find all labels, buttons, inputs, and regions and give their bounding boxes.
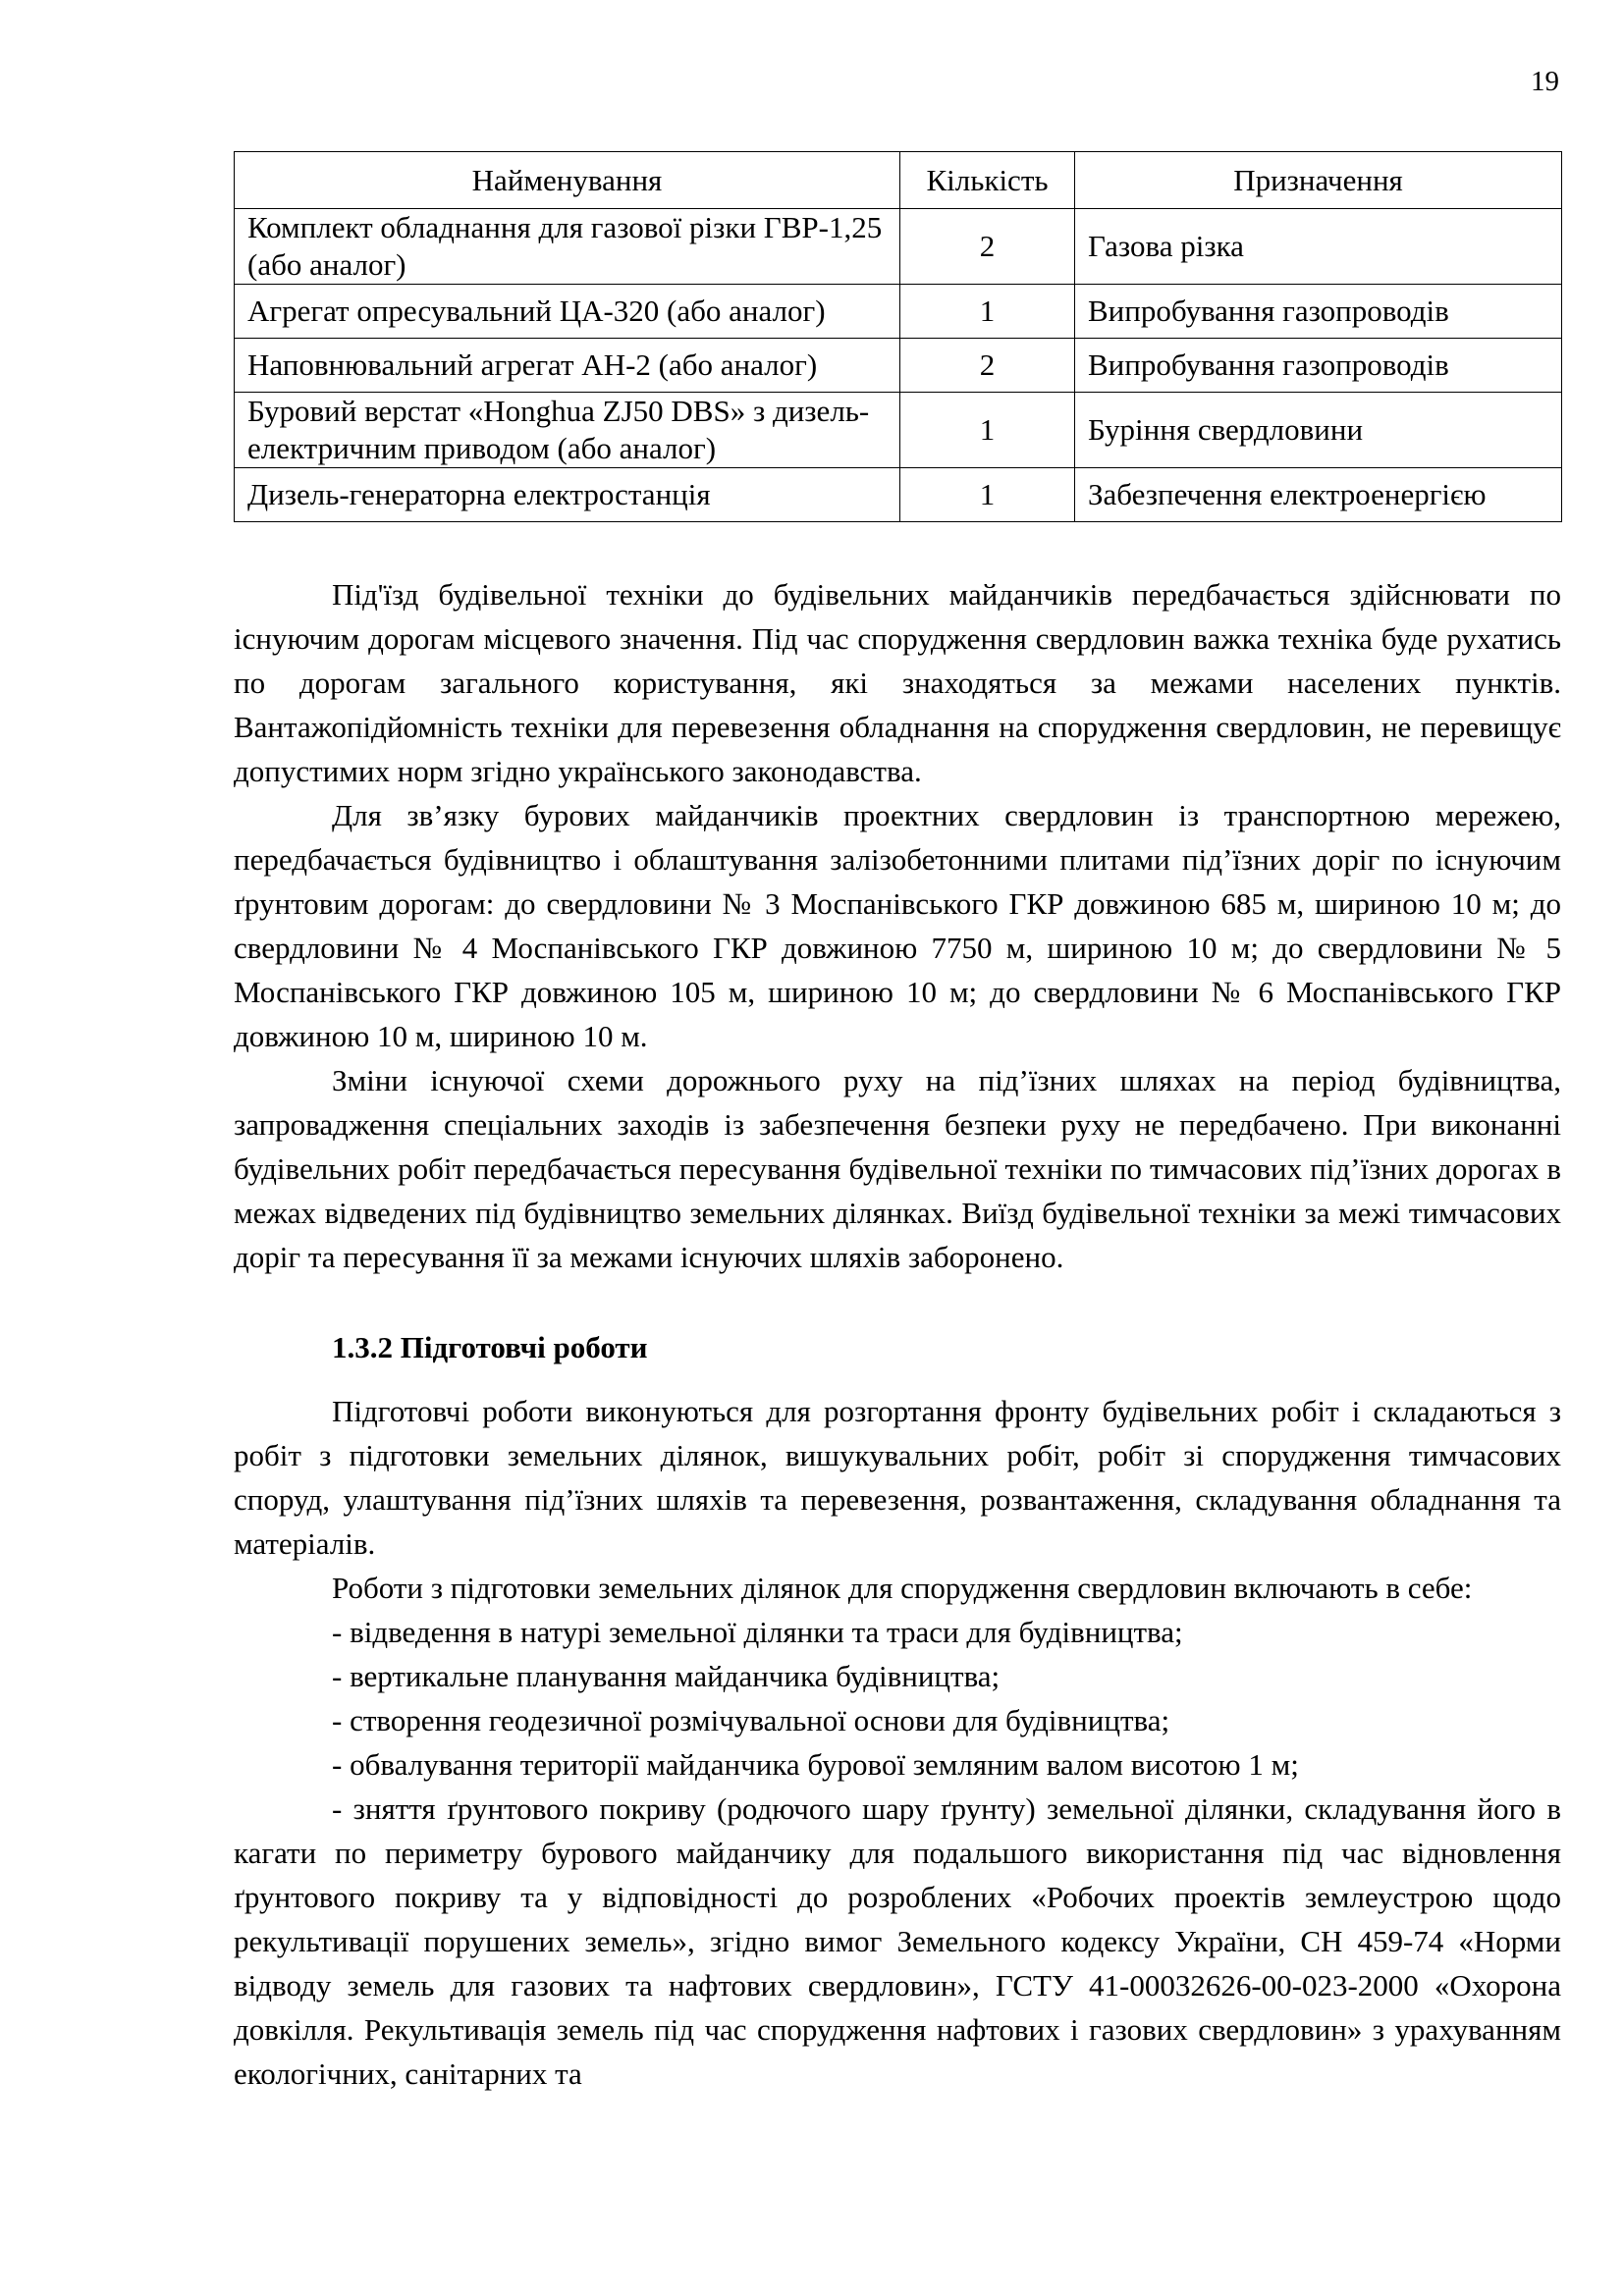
table-header-row — [235, 152, 1562, 209]
table-row — [235, 468, 1562, 522]
page-number: 19 — [1531, 66, 1559, 97]
paragraph-traffic-scheme: Зміни існуючої схеми дорожнього руху на під’їзних шляхах на період будівництва, запровадження спеціальних заходів із забезпечення безпеки руху не передбачено. При виконанні будівельних робіт передбачається пересування будівельної техніки по тимчасових під’їзних дорогах в межах відведених під будівництво земельних ділянках. Виїзд будівельної техніки за межі тимчасових доріг та пересування її за межами існуючих шляхів заборонено. — [234, 1063, 1561, 1274]
cell-quantity: 1 — [900, 468, 1075, 522]
paragraph-road-network: Для зв’язку бурових майданчиків проектних свердловин із транспортною мережею, передбачається будівництво і облаштування залізобетонними плитами під’їзних доріг по існуючим ґрунтовим дорогам: до свердловини № 3 Моспанівського ГКР довжиною 685 м, шириною 10 м; до свердловини № 4 Моспанівського ГКР довжиною 7750 м, шириною 10 м; до свердловини № 5 Моспанівського ГКР довжиною 105 м, шириною 10 м; до свердловини № 6 Моспанівського ГКР довжиною 10 м, шириною 10 м. — [234, 798, 1561, 1053]
cell-name: Дизель-генераторна електростанція — [235, 468, 900, 522]
header-name: Найменування — [235, 152, 900, 209]
table-row — [235, 209, 1562, 285]
table-row — [235, 339, 1562, 393]
equipment-table — [234, 151, 1562, 522]
header-quantity: Кількість — [900, 152, 1075, 209]
cell-quantity: 2 — [900, 339, 1075, 393]
body-text — [234, 572, 1561, 2096]
table-row — [235, 285, 1562, 339]
cell-purpose: Газова різка — [1075, 209, 1562, 285]
cell-name: Наповнювальний агрегат АН-2 (або аналог) — [235, 339, 900, 393]
cell-purpose: Буріння свердловини — [1075, 393, 1562, 468]
list-item: - обвалування території майданчика бурової земляним валом висотою 1 м; — [332, 1747, 1299, 1782]
list-item: - відведення в натурі земельної ділянки та траси для будівництва; — [332, 1615, 1183, 1649]
cell-name: Буровий верстат «Honghua ZJ50 DBS» з дизель-електричним приводом (або аналог) — [235, 393, 900, 468]
paragraph-access-roads: Під'їзд будівельної техніки до будівельних майданчиків передбачається здійснювати по існуючим дорогам місцевого значення. Під час спорудження свердловин важка техніка буде рухатись по дорогам загального користування, які знаходяться за межами населених пунктів. Вантажопідйомність техніки для перевезення обладнання на спорудження свердловин, не перевищує допустимих норм згідно українського законодавства. — [234, 577, 1561, 788]
header-purpose: Призначення — [1075, 152, 1562, 209]
table-row — [235, 393, 1562, 468]
cell-quantity: 1 — [900, 393, 1075, 468]
cell-quantity: 1 — [900, 285, 1075, 339]
list-intro: Роботи з підготовки земельних ділянок для спорудження свердловин включають в себе: — [332, 1571, 1473, 1605]
cell-quantity: 2 — [900, 209, 1075, 285]
list-item: - вертикальне планування майданчика будівництва; — [332, 1659, 1001, 1693]
section-intro-paragraph: Підготовчі роботи виконуються для розгортання фронту будівельних робіт і складаються з робіт з підготовки земельних ділянок, вишукувальних робіт, робіт зі спорудження тимчасових споруд, улаштування під’їзних шляхів та перевезення, розвантаження, складування обладнання та матеріалів. — [234, 1394, 1561, 1561]
section-heading: 1.3.2 Підготовчі роботи — [332, 1330, 648, 1364]
cell-name: Комплект обладнання для газової різки ГВР-1,25 (або аналог) — [235, 209, 900, 285]
list-item: - створення геодезичної розмічувальної основи для будівництва; — [332, 1703, 1170, 1737]
cell-purpose: Випробування газопроводів — [1075, 339, 1562, 393]
cell-purpose: Забезпечення електроенергією — [1075, 468, 1562, 522]
cell-purpose: Випробування газопроводів — [1075, 285, 1562, 339]
list-item: - зняття ґрунтового покриву (родючого шару ґрунту) земельної ділянки, складування його в кагати по периметру бурового майданчику для подальшого використання під час відновлення ґрунтового покриву та у відповідності до розроблених «Робочих проектів землеустрою щодо рекультивації порушених земель», згідно вимог Земельного кодексу України, СН 459-74 «Норми відводу земель для газових та нафтових свердловин», ГСТУ 41-00032626-00-023-2000 «Охорона довкілля. Рекультивація земель під час спорудження нафтових і газових свердловин» з урахуванням екологічних, санітарних та — [234, 1791, 1561, 2091]
cell-name: Агрегат опресувальний ЦА-320 (або аналог) — [235, 285, 900, 339]
